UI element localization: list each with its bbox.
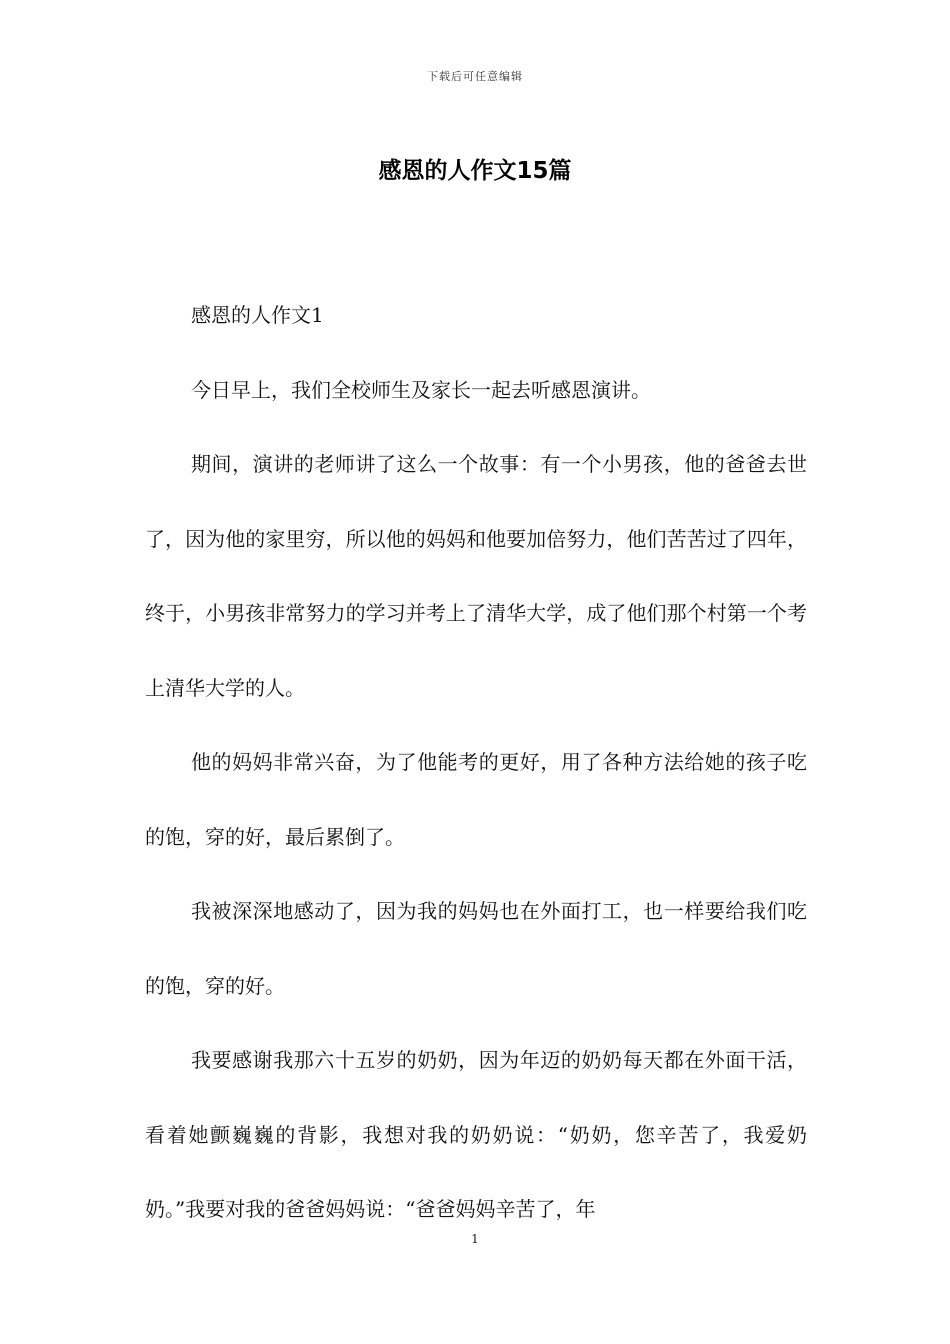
paragraph: 我要感谢我那六十五岁的奶奶，因为年迈的奶奶每天都在外面干活，看着她颤巍巍的背影，我想对我的奶奶说：“奶奶，您辛苦了，我爱奶奶。”我要对我的爸爸妈妈说：“爸爸妈妈辛苦了，年 bbox=[145, 1048, 807, 1221]
page-number: 1 bbox=[471, 1232, 479, 1246]
document-title: 感恩的人作文15篇 bbox=[378, 158, 572, 184]
paragraph: 他的妈妈非常兴奋，为了他能考的更好，用了各种方法给她的孩子吃的饱，穿的好，最后累倒了。 bbox=[145, 750, 807, 849]
document-body bbox=[145, 278, 807, 1247]
paragraph: 我被深深地感动了，因为我的妈妈也在外面打工，也一样要给我们吃的饱，穿的好。 bbox=[145, 899, 807, 998]
paragraph: 期间，演讲的老师讲了这么一个故事：有一个小男孩，他的爸爸去世了，因为他的家里穷，所以他的妈妈和他要加倍努力，他们苦苦过了四年，终于，小男孩非常努力的学习并考上了清华大学，成了他们那个村第一个考上清华大学的人。 bbox=[145, 452, 807, 700]
header-note: 下载后可任意编辑 bbox=[427, 70, 523, 83]
paragraph: 今日早上，我们全校师生及家长一起去听感恩演讲。 bbox=[191, 377, 651, 402]
section-heading: 感恩的人作文1 bbox=[191, 303, 324, 327]
